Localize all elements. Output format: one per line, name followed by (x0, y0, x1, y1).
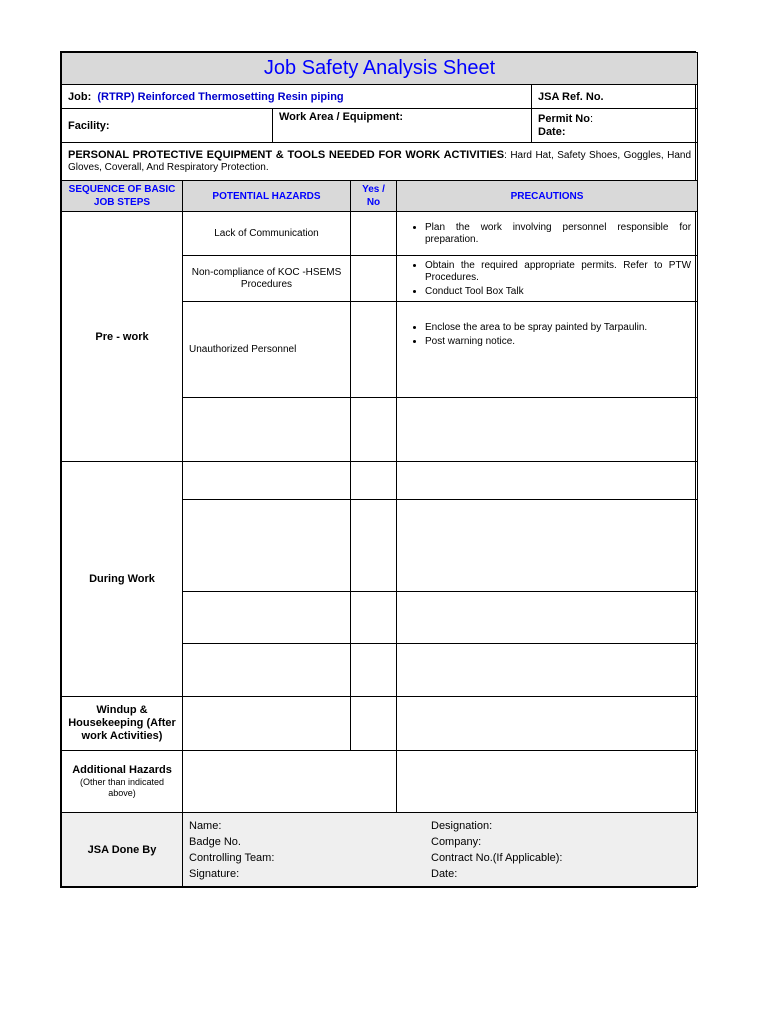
col-precautions-header: PRECAUTIONS (397, 181, 698, 212)
table-row (62, 751, 698, 813)
ppe-row: PERSONAL PROTECTIVE EQUIPMENT & TOOLS NEEDED FOR WORK ACTIVITIES: Hard Hat, Safety Shoes, Goggles, Hand Gloves, Coverall, And Respiratory Protection. (62, 143, 698, 181)
additional-hazards-note: (Other than indicated above) (79, 777, 165, 798)
precaution-cell[interactable] (397, 462, 698, 500)
hazard-cell[interactable] (183, 644, 351, 697)
list-item: • Enclose the area to be spray painted by Tarpaulin. (425, 322, 691, 334)
contract-field[interactable]: Contract No.(If Applicable): (431, 851, 563, 864)
step-windup: Windup & Housekeeping (After work Activities) (62, 697, 183, 751)
additional-hazard-cell[interactable] (183, 751, 397, 813)
col-hazards-header: POTENTIAL HAZARDS (183, 181, 351, 212)
col-sequence-header: SEQUENCE OF BASIC JOB STEPS (62, 181, 183, 212)
table-row (62, 212, 698, 256)
signoff-date-field[interactable]: Date: (431, 867, 458, 880)
hazard-cell[interactable] (183, 398, 351, 462)
yes-no-cell[interactable] (351, 212, 397, 256)
yes-no-cell[interactable] (351, 256, 397, 302)
job-label: Job (68, 90, 88, 103)
company-field[interactable]: Company: (431, 835, 482, 848)
badge-field[interactable]: Badge No. (189, 835, 241, 848)
page-title: Job Safety Analysis Sheet (263, 57, 496, 79)
step-pre-work: Pre - work (62, 212, 183, 462)
permit-label: Permit No (538, 112, 590, 125)
ppe-label: PERSONAL PROTECTIVE EQUIPMENT & TOOLS NEEDED FOR WORK ACTIVITIES (68, 149, 505, 161)
jsa-ref-label: JSA Ref. No. (532, 85, 698, 109)
precaution-list (403, 322, 691, 348)
facility-row: Facility: Work Area / Equipment: Permit No: Date: (62, 109, 698, 143)
list-item: • Conduct Tool Box Talk (425, 286, 691, 298)
hazard-cell[interactable] (183, 697, 351, 751)
list-item: • Plan the work involving personnel responsible for preparation. (425, 222, 691, 246)
controlling-team-field[interactable]: Controlling Team: (189, 851, 275, 864)
jsa-table (61, 52, 698, 887)
yes-no-cell[interactable] (351, 644, 397, 697)
yes-no-cell[interactable] (351, 462, 397, 500)
column-header-row (62, 181, 698, 212)
step-additional-hazards: Additional Hazards (72, 764, 172, 776)
list-item: • Obtain the required appropriate permits. Refer to PTW Procedures. (425, 260, 691, 284)
precaution-cell[interactable] (397, 644, 698, 697)
hazard-cell[interactable] (183, 592, 351, 644)
precaution-cell[interactable] (397, 592, 698, 644)
additional-precaution-cell[interactable] (397, 751, 698, 813)
precaution-list (403, 260, 691, 298)
ppe-value: Hard Hat, Safety Shoes, Goggles, Hand Gloves, Coverall, And Respiratory Protection. (68, 150, 692, 173)
precaution-cell[interactable] (397, 697, 698, 751)
signoff-fields (189, 819, 691, 881)
yes-no-cell[interactable] (351, 398, 397, 462)
precaution-list (403, 222, 691, 246)
yes-no-cell[interactable] (351, 592, 397, 644)
jsa-done-by-label: JSA Done By (62, 813, 183, 887)
hazard-cell: Lack of Communication (183, 212, 351, 256)
precaution-cell[interactable] (397, 500, 698, 592)
step-during-work: During Work (62, 462, 183, 697)
col-yes-no-header: Yes / No (351, 181, 397, 212)
table-row (62, 697, 698, 751)
hazard-cell[interactable] (183, 462, 351, 500)
table-row (62, 462, 698, 500)
hazard-cell: Non-compliance of KOC -HSEMS Procedures (183, 256, 351, 302)
name-field[interactable]: Name: (189, 819, 222, 832)
hazard-cell[interactable] (183, 500, 351, 592)
jsa-sheet (60, 51, 696, 888)
yes-no-cell[interactable] (351, 302, 397, 398)
job-row: Job: (RTRP) Reinforced Thermosetting Resin piping JSA Ref. No. (62, 85, 698, 109)
designation-field[interactable]: Designation: (431, 819, 493, 832)
yes-no-cell[interactable] (351, 500, 397, 592)
work-area-label: Work Area / Equipment: (273, 109, 532, 143)
facility-label: Facility: (62, 109, 273, 143)
title-row (62, 53, 698, 85)
list-item: • Post warning notice. (425, 336, 691, 348)
job-value: (RTRP) Reinforced Thermosetting Resin piping (97, 90, 344, 103)
hazard-cell: Unauthorized Personnel (183, 302, 351, 398)
signoff-row (62, 813, 698, 887)
signature-field[interactable]: Signature: (189, 867, 240, 880)
precaution-cell[interactable] (397, 398, 698, 462)
yes-no-cell[interactable] (351, 697, 397, 751)
date-label: Date: (538, 125, 566, 138)
